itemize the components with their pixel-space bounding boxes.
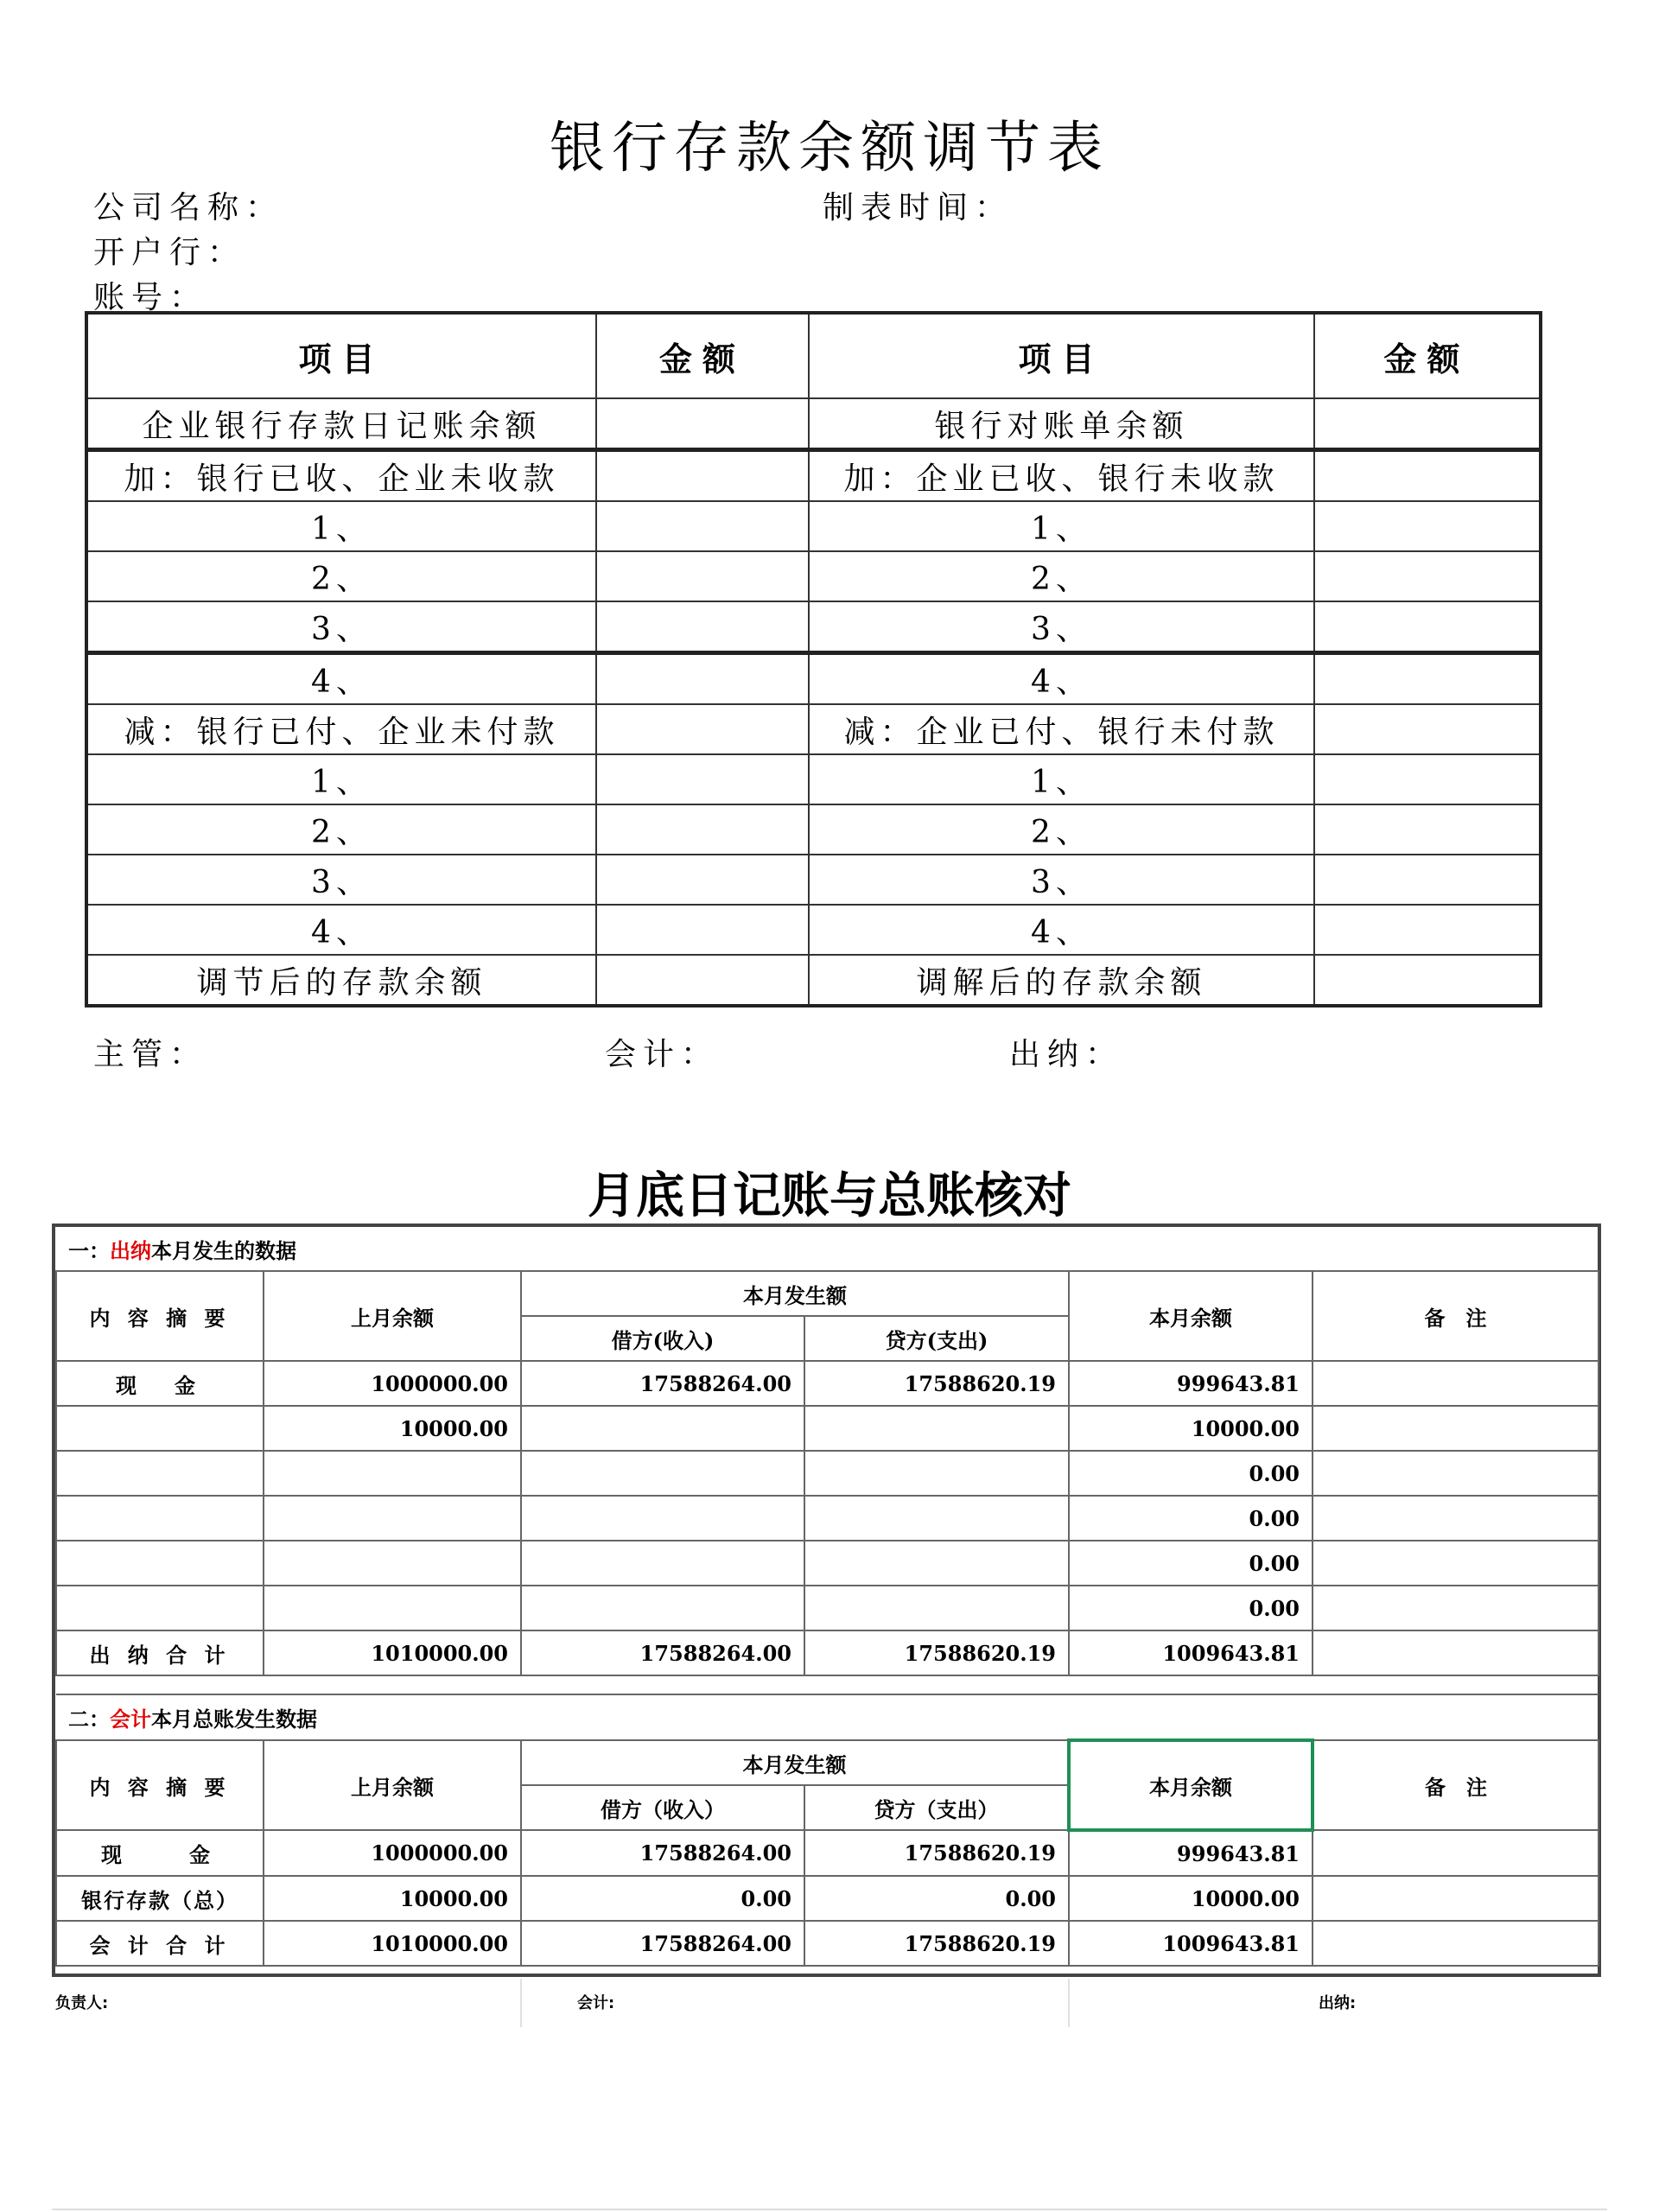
table-row xyxy=(56,1406,1599,1451)
table-row xyxy=(86,653,1541,705)
prev-balance-cell[interactable]: 1000000.00 xyxy=(264,1830,521,1876)
remark-cell[interactable] xyxy=(1313,1586,1599,1630)
accountant-signature-label: 会计： xyxy=(605,1037,720,1072)
section-prefix: 二： xyxy=(68,1706,110,1732)
row-label-left: 2、 xyxy=(86,804,596,855)
amount-cell[interactable] xyxy=(596,804,809,855)
amount-cell[interactable] xyxy=(596,754,809,804)
header-remark: 备 注 xyxy=(1313,1271,1599,1361)
prev-balance-cell[interactable] xyxy=(264,1586,521,1630)
divider xyxy=(1068,1979,1070,2027)
table-row xyxy=(86,955,1541,1006)
amount-cell[interactable] xyxy=(596,855,809,905)
bank-label: 开户行： xyxy=(93,235,246,270)
remark-cell[interactable] xyxy=(1313,1361,1599,1406)
amount-cell[interactable] xyxy=(1314,551,1541,601)
table-header-row xyxy=(56,1271,1599,1316)
header-current-amount: 本月发生额 xyxy=(521,1740,1069,1785)
remark-cell[interactable] xyxy=(1313,1630,1599,1675)
amount-cell[interactable] xyxy=(596,704,809,754)
prepared-date-label: 制表时间： xyxy=(823,190,1014,226)
header-amount-left: 金额 xyxy=(596,313,809,398)
prev-balance-cell[interactable] xyxy=(264,1496,521,1541)
amount-cell[interactable] xyxy=(596,905,809,955)
amount-cell[interactable] xyxy=(596,398,809,450)
row-summary[interactable] xyxy=(56,1451,264,1496)
lead-signature-label: 负责人: xyxy=(55,1994,109,2012)
current-balance-cell[interactable]: 0.00 xyxy=(1069,1586,1313,1630)
debit-cell[interactable] xyxy=(521,1586,804,1630)
section-highlight: 出纳 xyxy=(110,1237,151,1263)
debit-cell[interactable] xyxy=(521,1496,804,1541)
row-label-right: 4、 xyxy=(809,653,1314,705)
row-summary[interactable] xyxy=(56,1406,264,1451)
account-label: 账号： xyxy=(93,280,208,315)
table-row xyxy=(86,551,1541,601)
debit-cell[interactable]: 0.00 xyxy=(521,1876,804,1921)
company-name-label: 公司名称： xyxy=(93,190,284,226)
header-prev-balance: 上月余额 xyxy=(264,1271,521,1361)
amount-cell[interactable] xyxy=(596,551,809,601)
accountant-signature-label: 会计: xyxy=(577,1994,615,2012)
debit-cell[interactable] xyxy=(521,1541,804,1586)
prev-balance-cell[interactable] xyxy=(264,1541,521,1586)
amount-cell[interactable] xyxy=(1314,398,1541,450)
ledger-data-table xyxy=(55,1694,1599,1967)
header-summary: 内 容 摘 要 xyxy=(56,1740,264,1830)
amount-cell[interactable] xyxy=(1314,855,1541,905)
current-balance-cell[interactable]: 0.00 xyxy=(1069,1496,1313,1541)
remark-cell[interactable] xyxy=(1313,1876,1599,1921)
row-label-right: 银行对账单余额 xyxy=(809,398,1314,450)
remark-cell[interactable] xyxy=(1313,1406,1599,1451)
table-row xyxy=(86,804,1541,855)
row-label-left: 1、 xyxy=(86,754,596,804)
header-amount-right: 金额 xyxy=(1314,313,1541,398)
table-row xyxy=(56,1451,1599,1496)
debit-cell[interactable]: 17588264.00 xyxy=(521,1630,804,1675)
table-row xyxy=(86,601,1541,653)
amount-cell[interactable] xyxy=(1314,601,1541,653)
row-label-left: 加：银行已收、企业未收款 xyxy=(86,450,596,502)
row-label-left: 4、 xyxy=(86,905,596,955)
table-row xyxy=(86,450,1541,502)
amount-cell[interactable] xyxy=(1314,501,1541,551)
divider xyxy=(52,2209,1607,2210)
row-label-left: 3、 xyxy=(86,601,596,653)
debit-cell[interactable]: 17588264.00 xyxy=(521,1921,804,1966)
credit-cell[interactable]: 17588620.19 xyxy=(804,1630,1069,1675)
table-row xyxy=(86,501,1541,551)
row-summary[interactable] xyxy=(56,1496,264,1541)
row-label-right: 2、 xyxy=(809,551,1314,601)
header-summary: 内 容 摘 要 xyxy=(56,1271,264,1361)
row-label-left: 减：银行已付、企业未付款 xyxy=(86,704,596,754)
section-header-cashier xyxy=(56,1227,1599,1271)
row-summary[interactable]: 银行存款（总） xyxy=(56,1876,264,1921)
amount-cell[interactable] xyxy=(596,653,809,705)
header-item-right: 项目 xyxy=(809,313,1314,398)
header-prev-balance: 上月余额 xyxy=(264,1740,521,1830)
header-credit: 贷方(支出) xyxy=(804,1316,1069,1361)
current-balance-cell[interactable]: 0.00 xyxy=(1069,1451,1313,1496)
header-item-left: 项目 xyxy=(86,313,596,398)
table-header-row xyxy=(86,313,1541,398)
table-row xyxy=(56,1361,1599,1406)
cashier-data-table xyxy=(55,1227,1599,1676)
header-debit: 借方（收入） xyxy=(521,1785,804,1830)
row-summary[interactable] xyxy=(56,1541,264,1586)
header-current-balance: 本月余额 xyxy=(1069,1271,1313,1361)
ledger-check-title: 月底日记账与总账核对 xyxy=(588,1168,1071,1224)
current-balance-cell[interactable]: 10000.00 xyxy=(1069,1406,1313,1451)
credit-cell[interactable] xyxy=(804,1586,1069,1630)
credit-cell[interactable]: 17588620.19 xyxy=(804,1830,1069,1876)
row-label-right: 1、 xyxy=(809,501,1314,551)
amount-cell[interactable] xyxy=(1314,804,1541,855)
current-balance-cell[interactable]: 999643.81 xyxy=(1069,1830,1313,1876)
amount-cell[interactable] xyxy=(596,501,809,551)
row-label-right: 4、 xyxy=(809,905,1314,955)
table-row xyxy=(56,1541,1599,1586)
section-suffix: 本月总账发生数据 xyxy=(151,1706,317,1732)
total-row xyxy=(56,1921,1599,1966)
amount-cell[interactable] xyxy=(596,450,809,502)
credit-cell[interactable]: 17588620.19 xyxy=(804,1361,1069,1406)
current-balance-cell[interactable]: 999643.81 xyxy=(1069,1361,1313,1406)
section-suffix: 本月发生的数据 xyxy=(151,1237,296,1263)
remark-cell[interactable] xyxy=(1313,1541,1599,1586)
credit-cell[interactable]: 0.00 xyxy=(804,1876,1069,1921)
remark-cell[interactable] xyxy=(1313,1830,1599,1876)
remark-cell[interactable] xyxy=(1313,1451,1599,1496)
credit-cell[interactable] xyxy=(804,1406,1069,1451)
row-summary[interactable]: 现 金 xyxy=(56,1361,264,1406)
header-current-balance-selected[interactable]: 本月余额 xyxy=(1069,1740,1313,1830)
row-summary[interactable]: 会 计 合 计 xyxy=(56,1921,264,1966)
row-label-right: 3、 xyxy=(809,855,1314,905)
divider xyxy=(520,1979,522,2027)
row-label-right: 加：企业已收、银行未收款 xyxy=(809,450,1314,502)
debit-cell[interactable]: 17588264.00 xyxy=(521,1830,804,1876)
prev-balance-cell[interactable]: 1010000.00 xyxy=(264,1921,521,1966)
row-label-left: 调节后的存款余额 xyxy=(86,955,596,1006)
current-balance-cell[interactable]: 1009643.81 xyxy=(1069,1630,1313,1675)
total-row xyxy=(56,1630,1599,1675)
table-row xyxy=(86,398,1541,450)
amount-cell[interactable] xyxy=(1314,450,1541,502)
section-prefix: 一： xyxy=(68,1237,110,1263)
row-label-right: 减：企业已付、银行未付款 xyxy=(809,704,1314,754)
current-balance-cell[interactable]: 0.00 xyxy=(1069,1541,1313,1586)
table-row xyxy=(56,1586,1599,1630)
prev-balance-cell[interactable]: 10000.00 xyxy=(264,1876,521,1921)
table-row xyxy=(56,1496,1599,1541)
row-label-left: 3、 xyxy=(86,855,596,905)
table-row xyxy=(86,855,1541,905)
header-debit: 借方(收入) xyxy=(521,1316,804,1361)
row-label-right: 1、 xyxy=(809,754,1314,804)
current-balance-cell[interactable]: 10000.00 xyxy=(1069,1876,1313,1921)
amount-cell[interactable] xyxy=(1314,704,1541,754)
row-label-left: 1、 xyxy=(86,501,596,551)
cashier-signature-label: 出纳： xyxy=(1009,1037,1124,1072)
header-remark: 备 注 xyxy=(1313,1740,1599,1830)
credit-cell[interactable]: 17588620.19 xyxy=(804,1921,1069,1966)
row-label-left: 2、 xyxy=(86,551,596,601)
remark-cell[interactable] xyxy=(1313,1496,1599,1541)
credit-cell[interactable] xyxy=(804,1541,1069,1586)
section-highlight: 会计 xyxy=(110,1706,151,1732)
supervisor-signature-label: 主管： xyxy=(93,1037,208,1072)
row-label-right: 3、 xyxy=(809,601,1314,653)
header-current-amount: 本月发生额 xyxy=(521,1271,1069,1316)
table-row xyxy=(86,704,1541,754)
debit-cell[interactable] xyxy=(521,1451,804,1496)
prev-balance-cell[interactable]: 1000000.00 xyxy=(264,1361,521,1406)
row-label-left: 4、 xyxy=(86,653,596,705)
table-row xyxy=(56,1830,1599,1876)
header-credit: 贷方（支出） xyxy=(804,1785,1069,1830)
amount-cell[interactable] xyxy=(596,955,809,1006)
amount-cell[interactable] xyxy=(1314,905,1541,955)
table-row xyxy=(86,754,1541,804)
table-row xyxy=(56,1876,1599,1921)
row-label-right: 调解后的存款余额 xyxy=(809,955,1314,1006)
ledger-check-sheet xyxy=(52,1224,1601,1977)
row-summary[interactable] xyxy=(56,1586,264,1630)
prev-balance-cell[interactable] xyxy=(264,1451,521,1496)
row-label-left: 企业银行存款日记账余额 xyxy=(86,398,596,450)
prev-balance-cell[interactable]: 10000.00 xyxy=(264,1406,521,1451)
current-balance-cell[interactable]: 1009643.81 xyxy=(1069,1921,1313,1966)
reconciliation-title: 银行存款余额调节表 xyxy=(550,117,1109,181)
amount-cell[interactable] xyxy=(1314,653,1541,705)
prev-balance-cell[interactable]: 1010000.00 xyxy=(264,1630,521,1675)
reconciliation-table xyxy=(85,311,1542,1007)
credit-cell[interactable] xyxy=(804,1451,1069,1496)
amount-cell[interactable] xyxy=(596,601,809,653)
section-header-ledger xyxy=(56,1694,1599,1740)
debit-cell[interactable]: 17588264.00 xyxy=(521,1361,804,1406)
row-label-right: 2、 xyxy=(809,804,1314,855)
amount-cell[interactable] xyxy=(1314,754,1541,804)
row-summary[interactable]: 现 金 xyxy=(56,1830,264,1876)
row-summary[interactable]: 出 纳 合 计 xyxy=(56,1630,264,1675)
remark-cell[interactable] xyxy=(1313,1921,1599,1966)
table-row xyxy=(86,905,1541,955)
cashier-signature-label: 出纳: xyxy=(1319,1994,1357,2012)
debit-cell[interactable] xyxy=(521,1406,804,1451)
amount-cell[interactable] xyxy=(1314,955,1541,1006)
table-header-row xyxy=(56,1740,1599,1785)
credit-cell[interactable] xyxy=(804,1496,1069,1541)
